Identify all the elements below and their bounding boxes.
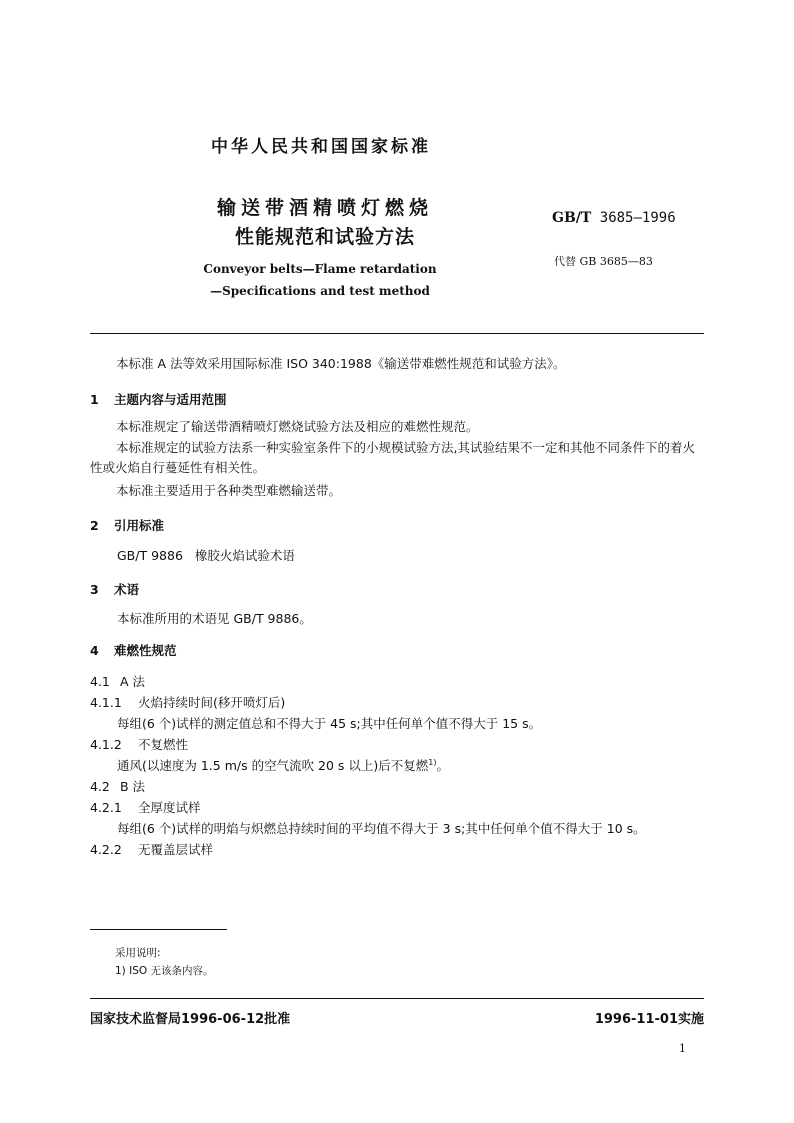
standard-number [552,210,676,226]
standard-number-value: 3685—1996 [599,210,676,226]
page-number: 1 [679,1042,686,1055]
subsection-number: 4.1 [90,674,110,689]
section-title: 引用标准 [114,518,165,533]
replaces-standard: 代替 GB 3685—83 [554,255,653,268]
section-1-paragraph-1: 本标准规定了输送带酒精喷灯燃烧试验方法及相应的难燃性规范。 [116,419,479,434]
section-4-heading [90,641,177,659]
subsection-4-1-2-text [117,756,449,774]
subsection-title: B 法 [120,779,146,794]
subsection-title: 不复燃性 [138,737,189,752]
section-title: 术语 [114,582,140,597]
intro-paragraph: 本标准 A 法等效采用国际标准 ISO 340:1988《输送带难燃性规范和试验方法》。 [116,356,566,371]
standard-prefix: GB/T [552,210,592,226]
footnote-heading: 采用说明: [115,947,161,959]
subsection-number: 4.1.2 [90,737,122,752]
title-en-line1: Conveyor belts—Flame retardation [203,262,437,276]
subsection-number: 4.2 [90,779,110,794]
subsection-4-1 [90,672,145,690]
subsection-number: 4.2.1 [90,800,122,815]
reference-code: GB/T 9886 [117,548,183,563]
section-3-heading [90,580,139,598]
section-1-paragraph-2: 本标准规定的试验方法系一种实验室条件下的小规模试验方法,其试验结果不一定和其他不同条件下的着火性或火焰自行蔓延性有相关性。 [90,440,695,475]
section-3-paragraph: 本标准所用的术语见 GB/T 9886。 [117,611,312,626]
subsection-title: A 法 [120,674,146,689]
footnote-1: 1) ISO 无该条内容。 [115,965,214,977]
title-cn-line2: 性能规范和试验方法 [234,226,415,248]
section-number: 1 [90,392,99,407]
reference-entry [117,546,295,564]
subsection-title: 火焰持续时间(移开喷灯后) [138,695,286,710]
section-number: 3 [90,582,99,597]
subsection-4-2-1-text: 每组(6 个)试样的明焰与炽燃总持续时间的平均值不得大于 3 s;其中任何单个值不得大于 10 s。 [117,821,646,836]
subsection-4-2-1 [90,798,201,816]
subsection-4-1-1 [90,693,285,711]
subsection-title: 无覆盖层试样 [138,842,214,857]
section-title: 难燃性规范 [114,643,177,658]
footer-divider [90,998,704,999]
subsection-4-2 [90,777,145,795]
issued-by-date: 国家技术监督局1996-06-12批准 [90,1012,291,1027]
title-en-line2: —Specifications and test method [210,284,430,298]
header-divider [90,333,704,334]
reference-title: 橡胶火焰试验术语 [194,548,295,563]
subsection-4-1-2 [90,735,188,753]
subsection-4-1-1-text: 每组(6 个)试样的测定值总和不得大于 45 s;其中任何单个值不得大于 15 s。 [117,716,542,731]
footnote-marker: 1) [428,757,437,767]
national-standard-heading: 中华人民共和国国家标准 [211,137,431,157]
subsection-4-1-2-text-end: 。 [436,758,450,773]
subsection-4-2-2 [90,840,213,858]
effective-date: 1996-11-01实施 [594,1012,704,1027]
section-number: 2 [90,518,99,533]
subsection-4-1-2-text-main: 通风(以速度为 1.5 m/s 的空气流吹 20 s 以上)后不复燃 [117,758,429,773]
section-title: 主题内容与适用范围 [114,392,227,407]
title-cn-line1: 输送带酒精喷灯燃烧 [216,197,433,219]
subsection-number: 4.2.2 [90,842,122,857]
section-number: 4 [90,643,99,658]
section-1-heading [90,390,227,408]
section-2-heading [90,516,164,534]
subsection-number: 4.1.1 [90,695,122,710]
footnote-divider [90,929,227,930]
section-1-paragraph-3: 本标准主要适用于各种类型难燃输送带。 [116,483,342,498]
subsection-title: 全厚度试样 [138,800,201,815]
